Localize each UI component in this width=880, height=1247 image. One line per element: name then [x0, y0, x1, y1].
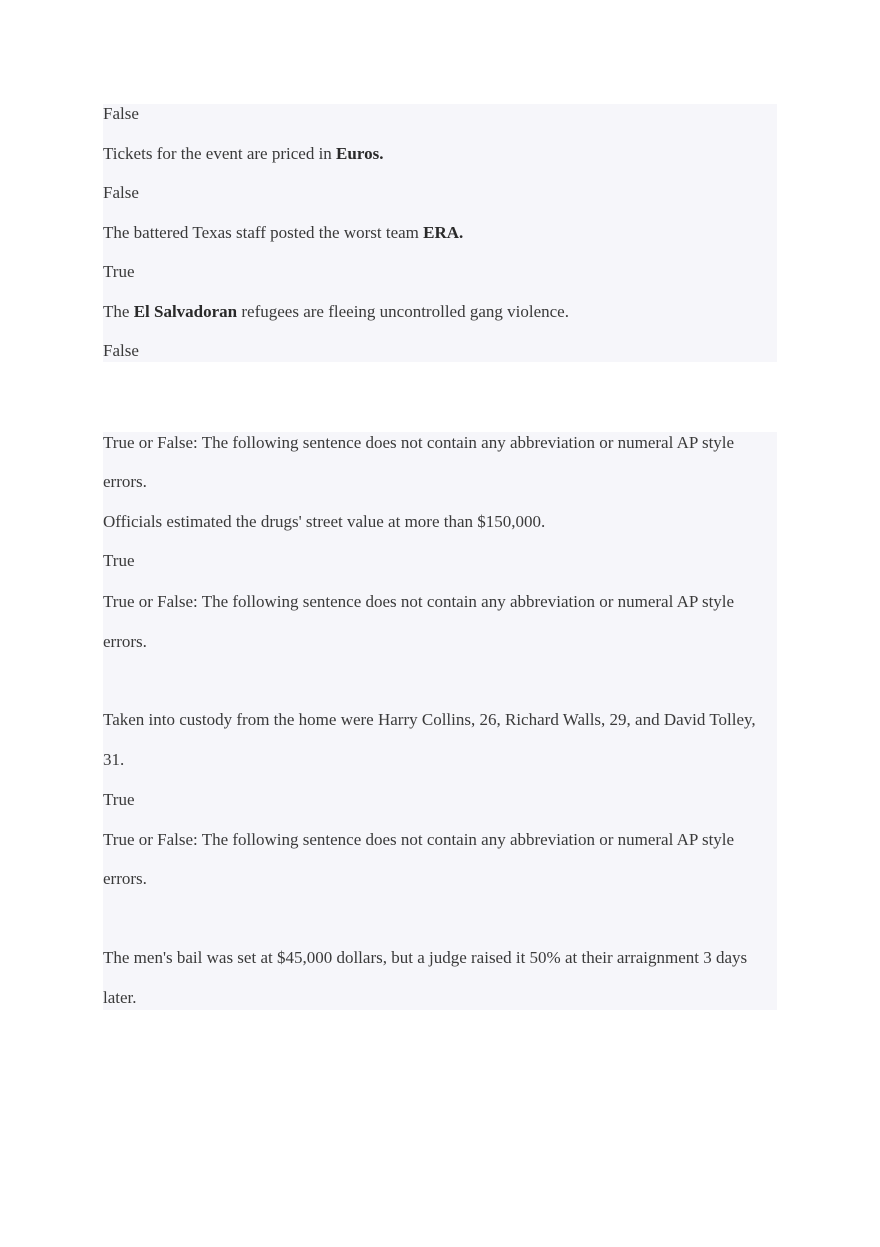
sentence-text: Taken into custody from the home were Harry Collins, 26, Richard Walls, 29, and David Tolley,: [103, 710, 756, 729]
sentence-text: [103, 144, 383, 164]
sentence-part: The: [103, 302, 134, 321]
question-text: errors.: [103, 472, 147, 491]
sentence-part: refugees are fleeing uncontrolled gang violence.: [237, 302, 569, 321]
sentence-text: The men's bail was set at $45,000 dollars, but a judge raised it 50% at their arraignment 3 days: [103, 948, 748, 967]
highlighted-term: ERA.: [423, 223, 464, 242]
sentence-text: 31.: [103, 750, 125, 769]
quiz-block-1: [103, 104, 777, 362]
quiz-block-2: [103, 432, 777, 1010]
answer-text: True: [103, 262, 135, 281]
sentence-text: Officials estimated the drugs' street value at more than $150,000.: [103, 512, 546, 531]
answer-text: True: [103, 790, 135, 809]
sentence-text: [103, 223, 463, 243]
question-text: True or False: The following sentence does not contain any abbreviation or numeral AP style: [103, 830, 735, 849]
sentence-text: [103, 302, 569, 322]
answer-text: False: [103, 104, 139, 123]
question-text: errors.: [103, 869, 147, 888]
sentence-part: Tickets for the event are priced in: [103, 144, 337, 163]
answer-text: False: [103, 183, 139, 202]
highlighted-term: Euros.: [336, 144, 384, 163]
answer-text: False: [103, 341, 139, 360]
sentence-part: The battered Texas staff posted the worst team: [103, 223, 424, 242]
question-text: True or False: The following sentence does not contain any abbreviation or numeral AP style: [103, 592, 735, 611]
answer-text: True: [103, 551, 135, 570]
question-text: errors.: [103, 632, 147, 651]
question-text: True or False: The following sentence does not contain any abbreviation or numeral AP style: [103, 433, 735, 452]
highlighted-term: El Salvadoran: [133, 302, 238, 321]
sentence-text: later.: [103, 988, 137, 1007]
